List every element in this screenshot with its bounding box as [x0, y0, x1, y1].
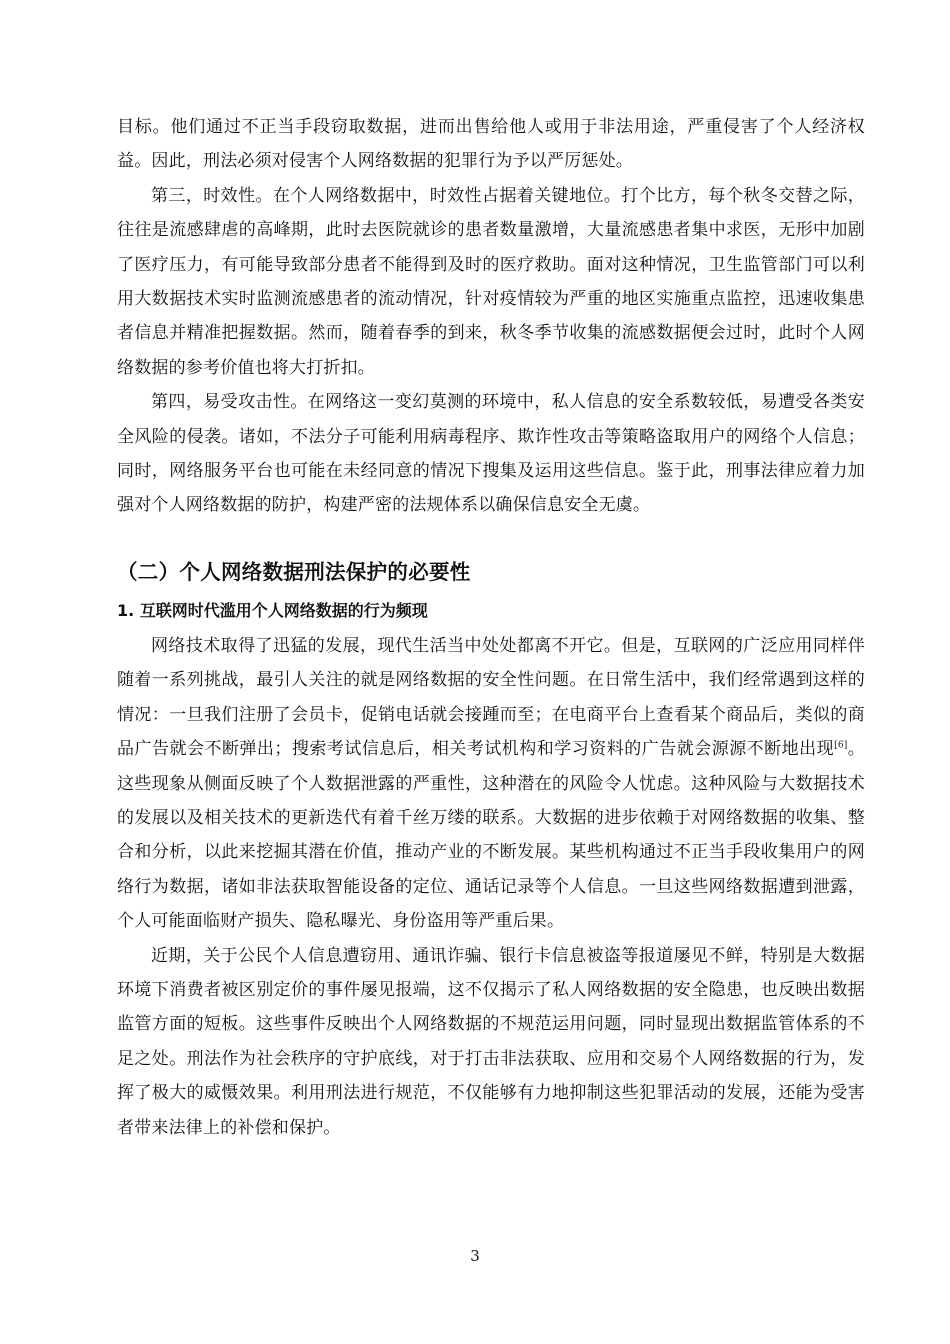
page-content: [117, 110, 865, 1145]
paragraph-timeliness: 第三，时效性。在个人网络数据中，时效性占据着关键地位。打个比方，每个秋冬交替之际，往往是流感肆虐的高峰期，此时去医院就诊的患者数量激增，大量流感患者集中求医，无形中加剧了医疗压力，有可能导致部分患者不能得到及时的医疗救助。面对这种情况，卫生监管部门可以利用大数据技术实时监测流感患者的流动情况，针对疫情较为严重的地区实施重点监控，迅速收集患者信息并精准把握数据。然而，随着春季的到来，秋冬季节收集的流感数据便会过时，此时个人网络数据的参考价值也将大打折扣。: [117, 185, 865, 378]
paragraph-vulnerability: 第四，易受攻击性。在网络这一变幻莫测的环境中，私人信息的安全系数较低，易遭受各类安全风险的侵袭。诸如，不法分子可能利用病毒程序、欺诈性攻击等策略盗取用户的网络个人信息；同时，网络服务平台也可能在未经同意的情况下搜集及运用这些信息。鉴于此，刑事法律应着力加强对个人网络数据的防护，构建严密的法规体系以确保信息安全无虞。: [117, 392, 865, 516]
paragraph-internet-text-2: 。这些现象从侧面反映了个人数据泄露的严重性，这种潜在的风险令人忧虑。这种风险与大数据技术的发展以及相关技术的更新迭代有着千丝万缕的联系。大数据的进步依赖于对网络数据的收集、整合和分析，以此来挖掘其潜在价值，推动产业的不断发展。某些机构通过不正当手段收集用户的网络行为数据，诸如非法获取智能设备的定位、通话记录等个人信息。一旦这些网络数据遭到泄露，个人可能面临财产损失、隐私曝光、身份盗用等严重后果。: [117, 739, 866, 932]
page-number: 3: [470, 1247, 480, 1265]
paragraph-internet-text-1: 网络技术取得了迅猛的发展，现代生活当中处处都离不开它。但是，互联网的广泛应用同样伴随着一系列挑战，最引人关注的就是网络数据的安全性问题。在日常生活中，我们经常遇到这样的情况：一旦我们注册了会员卡，促销电话就会接踵而至；在电商平台上查看某个商品后，类似的商品广告就会不断弹出；搜索考试信息后，相关考试机构和学习资料的广告就会源源不断地出现: [117, 635, 865, 760]
paragraph-continuation: 目标。他们通过不正当手段窃取数据，进而出售给他人或用于非法用途，严重侵害了个人经济权益。因此，刑法必须对侵害个人网络数据的犯罪行为予以严厉惩处。: [117, 117, 865, 172]
citation-marker: [6]: [834, 740, 848, 751]
paragraph-internet-abuse: [117, 629, 865, 939]
paragraph-recent-cases: 近期，关于公民个人信息遭窃用、通讯诈骗、银行卡信息被盗等报道屡见不鲜，特别是大数据环境下消费者被区别定价的事件屡见报端，这不仅揭示了私人网络数据的安全隐患，也反映出数据监管方面的短板。这些事件反映出个人网络数据的不规范运用问题，同时显现出数据监管体系的不足之处。刑法作为社会秩序的守护底线，对于打击非法获取、应用和交易个人网络数据的行为，发挥了极大的威慑效果。利用刑法进行规范，不仅能够有力地抑制这些犯罪活动的发展，还能为受害者带来法律上的补偿和保护。: [117, 945, 865, 1138]
subsection-heading: 1. 互联网时代滥用个人网络数据的行为频现: [117, 600, 428, 620]
section-heading: （二）个人网络数据刑法保护的必要性: [117, 559, 471, 584]
